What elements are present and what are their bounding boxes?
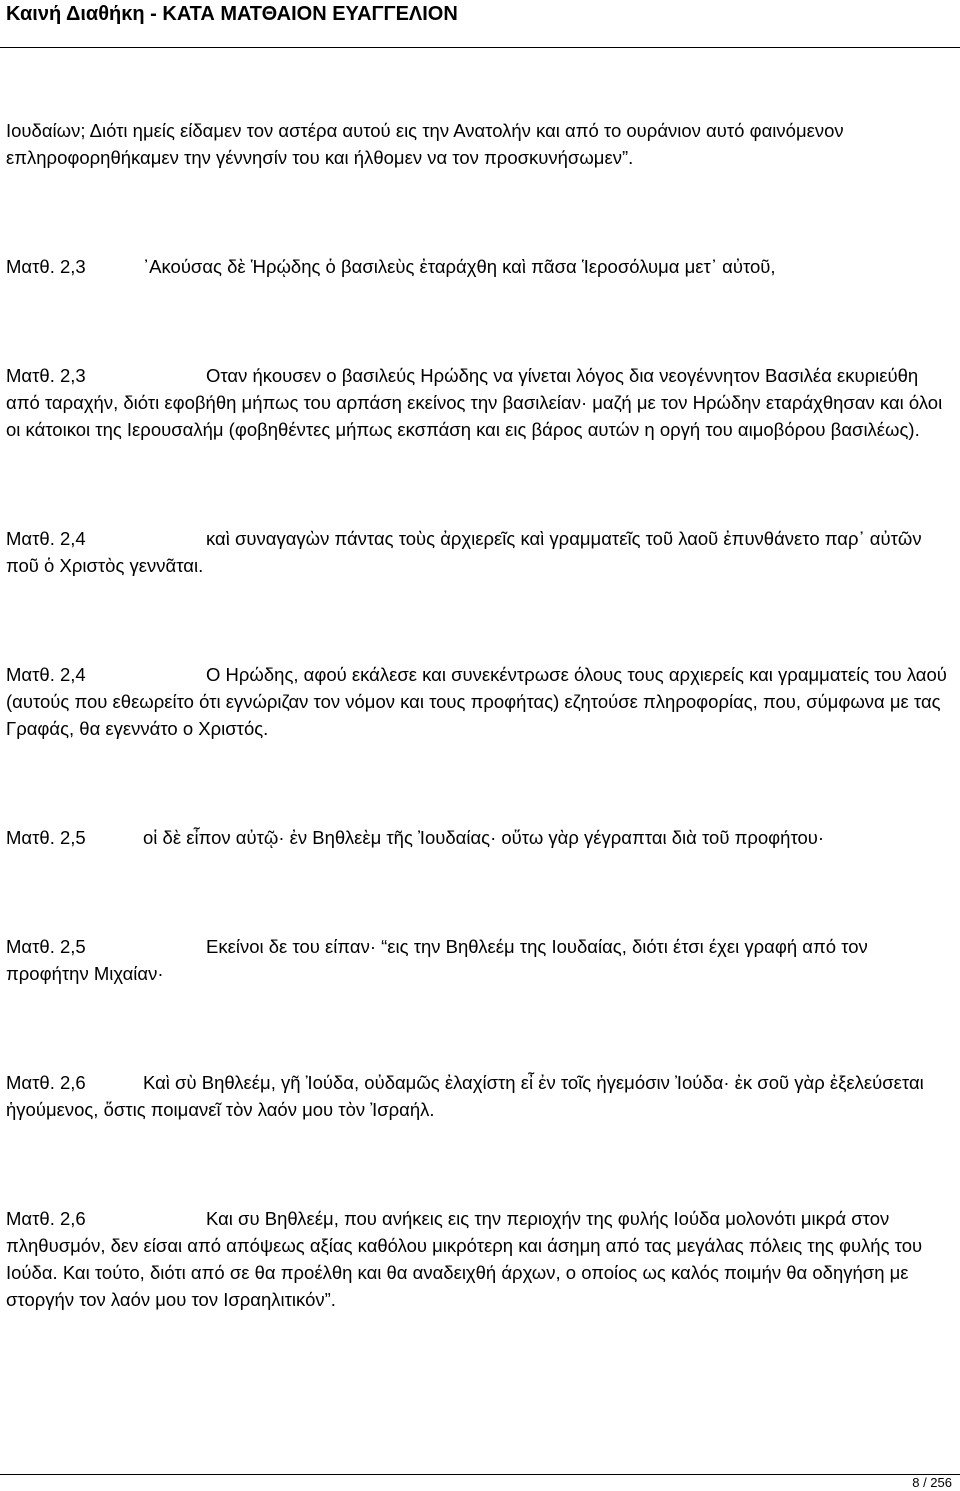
verse-reference: Ματθ. 2,6 [6,1072,86,1093]
verse-reference: Ματθ. 2,5 [6,936,86,957]
document-body [6,117,952,1313]
verse-text: καὶ συναγαγὼν πάντας τοὺς ἀρχιερεῖς καὶ γραμματεῖς τοῦ λαοῦ ἐπυνθάνετο παρ᾿ αὐτῶν ποῦ ὁ Χριστὸς γεννᾶται. [6,528,927,576]
verse-reference: Ματθ. 2,5 [6,827,86,848]
verse-reference: Ματθ. 2,3 [6,256,86,277]
page-footer [0,1474,960,1490]
verse-paragraph [6,362,952,443]
page-header [0,0,960,48]
document-title: Καινή Διαθήκη - ΚΑΤΑ ΜΑΤΘΑΙΟΝ ΕΥΑΓΓΕΛΙΟΝ [6,3,458,25]
verse-paragraph [6,253,952,280]
verse-text: Ο Ηρώδης, αφού εκάλεσε και συνεκέντρωσε όλους τους αρχιερείς και γραμματείς του λαού (αυτούς που εθεωρείτο ότι εγνώριζαν τον νόμον και τους προφήτας) εζητούσε πληροφορίας, που, σύμφωνα με τας Γραφάς, θα εγεννάτο ο Χριστός. [6,664,953,739]
verse-paragraph [6,117,952,171]
verse-text: Εκείνοι δε του είπαν· “εις την Βηθλεέμ της Ιουδαίας, διότι έτσι έχει γραφή από τον προφήτην Μιχαίαν· [6,936,873,984]
verse-text: ᾿Ακούσας δὲ Ἡρῴδης ὁ βασιλεὺς ἐταράχθη καὶ πᾶσα Ἱεροσόλυμα μετ᾿ αὐτοῦ, [143,256,776,277]
verse-text: Ιουδαίων; Διότι ημείς είδαμεν τον αστέρα αυτού εις την Ανατολήν και από το ουράνιον αυτό φαινόμενον επληροφορηθήκαμεν την γέννησίν του και ήλθομεν να τον προσκυνήσωμεν”. [6,120,849,168]
verse-paragraph [6,824,952,851]
page-number: 8 / 256 [912,1475,952,1490]
verse-paragraph [6,933,952,987]
verse-paragraph [6,525,952,579]
verse-paragraph [6,1205,952,1313]
verse-reference: Ματθ. 2,6 [6,1208,86,1229]
verse-text: Οταν ήκουσεν ο βασιλεύς Ηρώδης να γίνεται λόγος δια νεογέννητον Βασιλέα εκυριεύθη από ταραχήν, διότι εφοβήθη μήπως του αρπάση εκείνος την βασιλείαν· μαζή με τον Ηρώδην εταράχθησαν και όλοι οι κάτοικοι της Ιερουσαλήμ (φοβηθέντες μήπως εκσπάση και εις βάρος αυτών η οργή του αιμοβόρου βασιλέως). [6,365,948,440]
verse-text: οἱ δὲ εἶπον αὐτῷ· ἐν Βηθλεὲμ τῆς Ἰουδαίας· οὕτω γὰρ γέγραπται διὰ τοῦ προφήτου· [143,827,825,848]
verse-paragraph [6,661,952,742]
verse-text: Καὶ σὺ Βηθλεέμ, γῆ Ἰούδα, οὐδαμῶς ἐλαχίστη εἶ ἐν τοῖς ἡγεμόσιν Ἰούδα· ἐκ σοῦ γὰρ ἐξελεύσεται ἡγούμενος, ὅστις ποιμανεῖ τὸν λαόν μου τὸν Ἰσραήλ. [6,1072,929,1120]
verse-reference: Ματθ. 2,4 [6,664,86,685]
verse-reference: Ματθ. 2,4 [6,528,86,549]
verse-paragraph [6,1069,952,1123]
verse-reference: Ματθ. 2,3 [6,365,86,386]
verse-text: Και συ Βηθλεέμ, που ανήκεις εις την περιοχήν της φυλής Ιούδα μολονότι μικρά στον πληθυσμόν, δεν είσαι από απόψεως αξίας καθόλου μικρότερη και άσημη από τας μεγάλας πόλεις της φυλής του Ιούδα. Και τούτο, διότι από σε θα προέλθη και θα αναδειχθή άρχων, ο οποίος ως καλός ποιμήν θα οδηγήση με στοργήν τον λαόν μου τον Ισραηλιτικόν”. [6,1208,928,1310]
